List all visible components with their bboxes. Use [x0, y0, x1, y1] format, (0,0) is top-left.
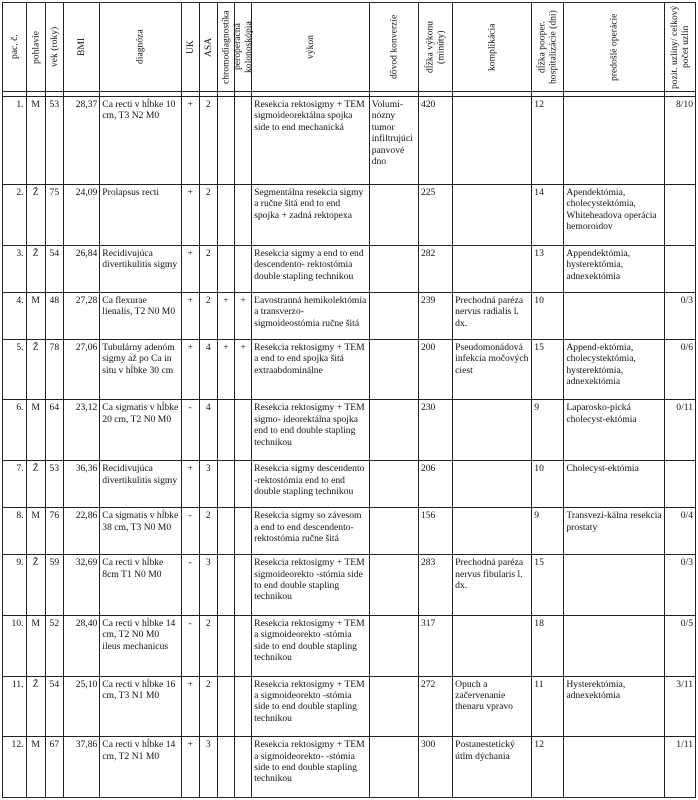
- cell-asa: 2: [199, 245, 217, 292]
- cell-procedure: Resekcia rektosigmy + TEM sigmo- ideorektálna spojka end to end double stapling technikou: [252, 400, 370, 461]
- cell-sex: Ž: [26, 245, 45, 292]
- table-row: [3, 461, 696, 508]
- table-row: [3, 185, 696, 246]
- cell-pac: 5.: [3, 339, 27, 400]
- cell-bmi: 27,28: [63, 292, 99, 339]
- cell-age: 54: [45, 676, 63, 737]
- cell-chromo: [217, 400, 234, 461]
- cell-hospitalization: 13: [532, 245, 564, 292]
- cell-nodes: 0/5: [664, 615, 695, 676]
- cell-procedure: Resekcia sigmy a end to end descendento- rektostómia double stapling technikou: [252, 245, 370, 292]
- cell-colonoscopy: [235, 461, 252, 508]
- header-nodes: pozit. uzliny/ celkový počet uzlín: [664, 3, 695, 92]
- cell-uk: +: [181, 339, 199, 400]
- cell-sex: Ž: [26, 555, 45, 616]
- cell-nodes: 0/6: [664, 339, 695, 400]
- cell-asa: 2: [199, 676, 217, 737]
- cell-previous-operations: Laparosko-pická cholecyst-ektómia: [564, 400, 665, 461]
- cell-previous-operations: [564, 737, 665, 798]
- cell-age: 76: [45, 508, 63, 555]
- cell-conversion: [369, 339, 418, 400]
- cell-age: 53: [45, 97, 63, 185]
- header-chromo: chromodiagnostika: [217, 3, 234, 92]
- cell-complication: Opuch a začervenanie thenaru vpravo: [453, 676, 532, 737]
- cell-chromo: [217, 185, 234, 246]
- cell-nodes: 1/11: [664, 737, 695, 798]
- cell-bmi: 25,10: [63, 676, 99, 737]
- cell-diagnosis: Recidivujúca divertikulitis sigmy: [100, 461, 181, 508]
- table-row: [3, 555, 696, 616]
- cell-uk: +: [181, 292, 199, 339]
- cell-chromo: +: [217, 339, 234, 400]
- cell-colonoscopy: [235, 185, 252, 246]
- cell-hospitalization: 10: [532, 292, 564, 339]
- cell-age: 53: [45, 461, 63, 508]
- cell-complication: [453, 185, 532, 246]
- header-conversion: dôvod konverzie: [369, 3, 418, 92]
- cell-procedure: Ľavostranná hemikolektómia a transverzo- sigmoideostómia ručne šitá: [252, 292, 370, 339]
- cell-age: 52: [45, 615, 63, 676]
- cell-uk: +: [181, 676, 199, 737]
- cell-nodes: [664, 185, 695, 246]
- cell-diagnosis: Tubulárny adenóm sigmy až po Ca in situ v hĺbke 30 cm: [100, 339, 181, 400]
- cell-sex: Ž: [26, 676, 45, 737]
- cell-conversion: [369, 676, 418, 737]
- cell-asa: 2: [199, 615, 217, 676]
- header-uk: UK: [181, 3, 199, 92]
- cell-chromo: [217, 737, 234, 798]
- header-pac: pac. č.: [3, 3, 27, 92]
- header-hospitalization: dĺžka pooper. hospitalizácie (dni): [532, 3, 564, 92]
- cell-uk: +: [181, 461, 199, 508]
- cell-uk: +: [181, 737, 199, 798]
- cell-age: 54: [45, 245, 63, 292]
- table-row: [3, 245, 696, 292]
- header-asa: ASA: [199, 3, 217, 92]
- cell-previous-operations: Append-ektómia, cholecystektómia, hysterektómia, adnexektómia: [564, 339, 665, 400]
- header-previous-operations: predošlé operácie: [564, 3, 665, 92]
- cell-pac: 2.: [3, 185, 27, 246]
- header-duration: dĺžka výkonu (minúty): [418, 3, 452, 92]
- cell-nodes: [664, 461, 695, 508]
- table-row: [3, 292, 696, 339]
- cell-sex: M: [26, 508, 45, 555]
- cell-chromo: [217, 245, 234, 292]
- cell-conversion: [369, 185, 418, 246]
- cell-sex: M: [26, 737, 45, 798]
- cell-bmi: 36,36: [63, 461, 99, 508]
- cell-previous-operations: [564, 555, 665, 616]
- cell-age: 64: [45, 400, 63, 461]
- cell-duration: 200: [418, 339, 452, 400]
- cell-asa: 3: [199, 461, 217, 508]
- cell-procedure: Resekcia rektosigmy + TEM sigmoideorekto -stómia side to end double stapling technikou: [252, 555, 370, 616]
- cell-pac: 10.: [3, 615, 27, 676]
- cell-duration: 282: [418, 245, 452, 292]
- cell-pac: 4.: [3, 292, 27, 339]
- header-diagnosis: diagnóza: [100, 3, 181, 92]
- cell-diagnosis: Ca sigmatis v hĺbke 20 cm, T2 N0 M0: [100, 400, 181, 461]
- cell-bmi: 32,69: [63, 555, 99, 616]
- cell-colonoscopy: [235, 676, 252, 737]
- table-row: [3, 339, 696, 400]
- cell-complication: [453, 97, 532, 185]
- cell-bmi: 37,86: [63, 737, 99, 798]
- cell-nodes: 0/3: [664, 292, 695, 339]
- cell-complication: Pseudomonádová infekcia močových ciest: [453, 339, 532, 400]
- cell-conversion: [369, 245, 418, 292]
- cell-duration: 225: [418, 185, 452, 246]
- cell-sex: Ž: [26, 461, 45, 508]
- cell-sex: M: [26, 97, 45, 185]
- cell-complication: Prechodná paréza nervus radialis l. dx.: [453, 292, 532, 339]
- cell-complication: [453, 615, 532, 676]
- cell-duration: 230: [418, 400, 452, 461]
- cell-conversion: [369, 615, 418, 676]
- cell-pac: 11.: [3, 676, 27, 737]
- cell-asa: 4: [199, 400, 217, 461]
- cell-duration: 272: [418, 676, 452, 737]
- cell-complication: [453, 245, 532, 292]
- cell-conversion: [369, 737, 418, 798]
- cell-asa: 2: [199, 508, 217, 555]
- cell-asa: 4: [199, 339, 217, 400]
- cell-uk: -: [181, 508, 199, 555]
- cell-bmi: 22,86: [63, 508, 99, 555]
- cell-bmi: 28,37: [63, 97, 99, 185]
- header-age: vek (roky): [45, 3, 63, 92]
- cell-diagnosis: Ca recti v hĺbke 14 cm, T2 N0 M0 ileus mechanicus: [100, 615, 181, 676]
- table-row: [3, 676, 696, 737]
- cell-colonoscopy: [235, 245, 252, 292]
- cell-uk: +: [181, 245, 199, 292]
- cell-bmi: 27,06: [63, 339, 99, 400]
- cell-diagnosis: Ca recti v hĺbke 16 cm, T3 N1 M0: [100, 676, 181, 737]
- cell-bmi: 24,09: [63, 185, 99, 246]
- cell-asa: 2: [199, 292, 217, 339]
- header-sex: pohlavie: [26, 3, 45, 92]
- cell-hospitalization: 18: [532, 615, 564, 676]
- cell-duration: 317: [418, 615, 452, 676]
- cell-conversion: [369, 400, 418, 461]
- cell-previous-operations: Cholecyst-ektómia: [564, 461, 665, 508]
- cell-nodes: 0/4: [664, 508, 695, 555]
- cell-sex: M: [26, 615, 45, 676]
- cell-previous-operations: [564, 292, 665, 339]
- cell-asa: 2: [199, 185, 217, 246]
- cell-pac: 8.: [3, 508, 27, 555]
- cell-chromo: [217, 676, 234, 737]
- cell-duration: 239: [418, 292, 452, 339]
- cell-previous-operations: [564, 97, 665, 185]
- cell-pac: 6.: [3, 400, 27, 461]
- cell-diagnosis: Ca sigmatis v hĺbke 38 cm, T3 N0 M0: [100, 508, 181, 555]
- cell-colonoscopy: [235, 737, 252, 798]
- cell-chromo: [217, 97, 234, 185]
- cell-asa: 3: [199, 737, 217, 798]
- table-row: [3, 508, 696, 555]
- cell-age: 67: [45, 737, 63, 798]
- cell-nodes: 8/10: [664, 97, 695, 185]
- cell-chromo: [217, 508, 234, 555]
- cell-chromo: +: [217, 292, 234, 339]
- cell-pac: 7.: [3, 461, 27, 508]
- cell-complication: [453, 461, 532, 508]
- cell-complication: [453, 508, 532, 555]
- cell-hospitalization: 12: [532, 737, 564, 798]
- cell-duration: 156: [418, 508, 452, 555]
- header-procedure: výkon: [252, 3, 370, 92]
- cell-sex: M: [26, 400, 45, 461]
- cell-conversion: [369, 292, 418, 339]
- cell-hospitalization: 9: [532, 508, 564, 555]
- cell-sex: Ž: [26, 185, 45, 246]
- cell-colonoscopy: [235, 97, 252, 185]
- cell-hospitalization: 15: [532, 339, 564, 400]
- cell-procedure: Resekcia rektosigmy + TEM a sigmoideorekto -stómia side to end double stapling technikou: [252, 676, 370, 737]
- cell-pac: 1.: [3, 97, 27, 185]
- header-bmi: BMI: [63, 3, 99, 92]
- table-row: [3, 400, 696, 461]
- cell-complication: Prechodná paréza nervus fibularis l. dx.: [453, 555, 532, 616]
- cell-uk: +: [181, 185, 199, 246]
- cell-nodes: 0/11: [664, 400, 695, 461]
- cell-uk: -: [181, 615, 199, 676]
- table-row: [3, 615, 696, 676]
- cell-bmi: 23,12: [63, 400, 99, 461]
- cell-bmi: 28,40: [63, 615, 99, 676]
- cell-colonoscopy: [235, 615, 252, 676]
- cell-colonoscopy: [235, 555, 252, 616]
- cell-nodes: [664, 245, 695, 292]
- header-complication: komplikácia: [453, 3, 532, 92]
- cell-complication: Postanestetický útlm dýchania: [453, 737, 532, 798]
- header-colonoscopy: peroperačná kolonoskópia: [235, 3, 252, 92]
- cell-duration: 300: [418, 737, 452, 798]
- cell-procedure: Resekcia rektosigmy + TEM a sigmoideorekto -stómia side to end double stapling technikou: [252, 615, 370, 676]
- cell-pac: 9.: [3, 555, 27, 616]
- cell-conversion: [369, 461, 418, 508]
- cell-pac: 12.: [3, 737, 27, 798]
- cell-hospitalization: 10: [532, 461, 564, 508]
- cell-nodes: 3/11: [664, 676, 695, 737]
- cell-colonoscopy: [235, 508, 252, 555]
- cell-asa: 2: [199, 97, 217, 185]
- cell-diagnosis: Ca flexurae lienalis, T2 N0 M0: [100, 292, 181, 339]
- cell-diagnosis: Ca recti v hĺbke 8cm T1 N0 M0: [100, 555, 181, 616]
- cell-procedure: Resekcia rektosigmy + TEM a sigmoideorekto- -stómia side to end double stapling technikou: [252, 737, 370, 798]
- cell-hospitalization: 9: [532, 400, 564, 461]
- cell-colonoscopy: +: [235, 339, 252, 400]
- cell-duration: 206: [418, 461, 452, 508]
- cell-colonoscopy: [235, 400, 252, 461]
- cell-previous-operations: [564, 615, 665, 676]
- cell-bmi: 26,84: [63, 245, 99, 292]
- cell-conversion: [369, 508, 418, 555]
- cell-age: 59: [45, 555, 63, 616]
- cell-procedure: Resekcia sigmy so závesom a end to end descendento- rektostómia ručne šitá: [252, 508, 370, 555]
- cell-sex: M: [26, 292, 45, 339]
- table-row: [3, 97, 696, 185]
- cell-complication: [453, 400, 532, 461]
- cell-diagnosis: Ca recti v hĺbke 14 cm, T2 N1 M0: [100, 737, 181, 798]
- cell-diagnosis: Recidivujúca divertikulitis sigmy: [100, 245, 181, 292]
- cell-procedure: Segmentálna resekcia sigmy a ručne šitá end to end spojka + zadná rektopexa: [252, 185, 370, 246]
- cell-diagnosis: Prolapsus recti: [100, 185, 181, 246]
- cell-uk: -: [181, 555, 199, 616]
- cell-chromo: [217, 615, 234, 676]
- cell-sex: Ž: [26, 339, 45, 400]
- cell-hospitalization: 14: [532, 185, 564, 246]
- cell-previous-operations: Appendektómia, hysterektómia, adnexektómia: [564, 245, 665, 292]
- cell-chromo: [217, 555, 234, 616]
- cell-previous-operations: Apendektómia, cholecystektómia, Whiteheadova operácia hemoroidov: [564, 185, 665, 246]
- header-row: [3, 3, 696, 92]
- cell-uk: +: [181, 97, 199, 185]
- cell-uk: -: [181, 400, 199, 461]
- table-body: [3, 92, 696, 798]
- cell-chromo: [217, 461, 234, 508]
- cell-asa: 3: [199, 555, 217, 616]
- cell-previous-operations: Hysterektómia, adnexektómia: [564, 676, 665, 737]
- cell-procedure: Resekcia rektosigmy + TEM sigmoideorektálna spojka side to end mechanická: [252, 97, 370, 185]
- patients-table: [2, 2, 696, 798]
- cell-conversion: [369, 555, 418, 616]
- cell-procedure: Resekcia sigmy descendento -rektostómia end to end double stapling technikou: [252, 461, 370, 508]
- cell-hospitalization: 11: [532, 676, 564, 737]
- cell-nodes: 0/3: [664, 555, 695, 616]
- cell-duration: 283: [418, 555, 452, 616]
- cell-procedure: Resekcia rektosigmy + TEM a end to end spojka šitá extraabdominálne: [252, 339, 370, 400]
- table-row: [3, 737, 696, 798]
- cell-duration: 420: [418, 97, 452, 185]
- cell-colonoscopy: +: [235, 292, 252, 339]
- cell-hospitalization: 15: [532, 555, 564, 616]
- cell-age: 78: [45, 339, 63, 400]
- cell-conversion: Voluminózny tumor infiltrujúci panvové dno: [369, 97, 418, 185]
- cell-age: 48: [45, 292, 63, 339]
- cell-previous-operations: Transvezi-kálna resekcia prostaty: [564, 508, 665, 555]
- cell-hospitalization: 12: [532, 97, 564, 185]
- cell-diagnosis: Ca recti v hĺbke 10 cm, T3 N2 M0: [100, 97, 181, 185]
- cell-pac: 3.: [3, 245, 27, 292]
- cell-age: 75: [45, 185, 63, 246]
